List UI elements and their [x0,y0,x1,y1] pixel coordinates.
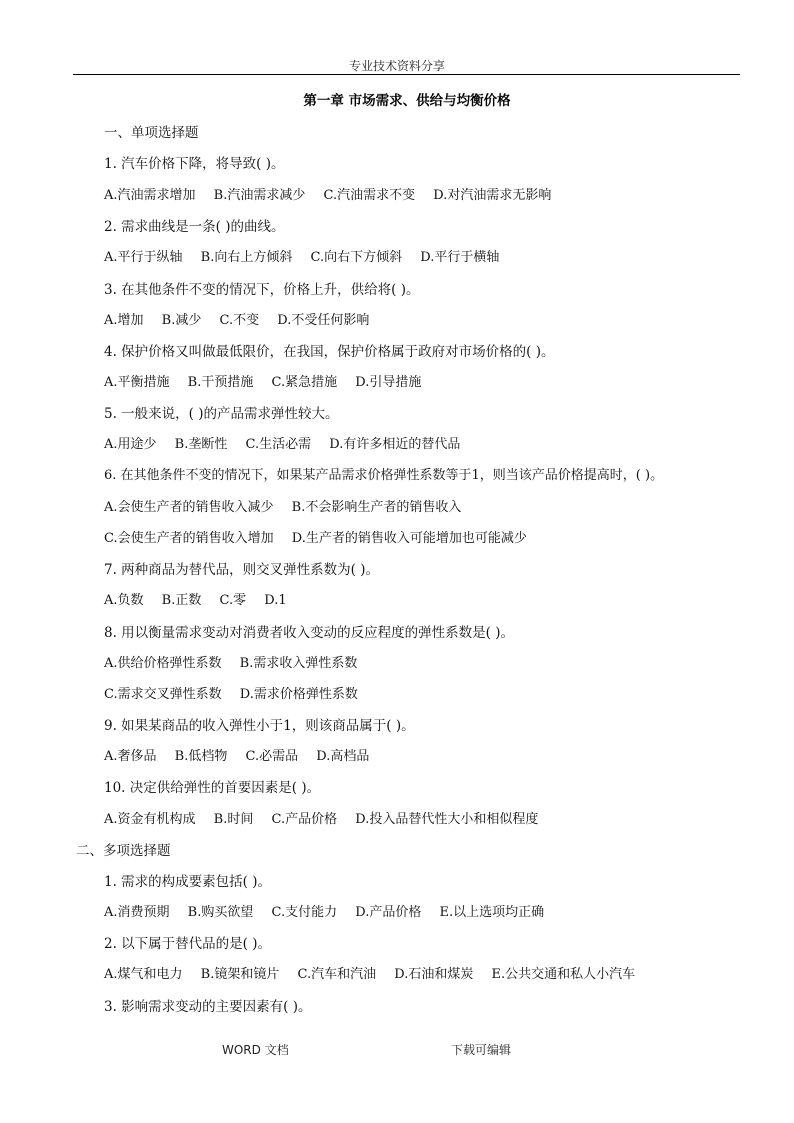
multi-option-2a: A.煤气和电力 [104,967,183,982]
option-4c: C.紧急措施 [271,375,338,390]
question-3: 3. 在其他条件不变的情况下，价格上升，供给将( )。 [104,282,420,298]
option-10a: A.资金有机构成 [104,812,196,827]
option-5b: B.垄断性 [174,437,228,452]
option-4b: B.干预措施 [187,375,254,390]
option-8a: A.供给价格弹性系数 [104,656,222,671]
option-7a: A.负数 [104,593,144,608]
option-2b: B.向右上方倾斜 [200,250,293,265]
options-9 [104,748,383,766]
option-7c: C.零 [219,593,247,608]
multi-option-2d: D.石油和煤炭 [394,967,474,982]
option-8d: D.需求价格弹性系数 [239,687,358,702]
question-4: 4. 保护价格又叫做最低限价，在我国，保护价格属于政府对市场价格的( )。 [104,344,555,360]
multi-option-2e: E.公共交通和私人小汽车 [491,967,636,982]
option-8c: C.需求交叉弹性系数 [104,687,222,702]
section-heading-single: 一、单项选择题 [104,125,199,141]
options-6-row-1 [104,499,475,517]
multi-options-2 [104,966,649,984]
option-1d: D.对汽油需求无影响 [433,188,552,203]
multi-option-1e: E.以上选项均正确 [439,905,545,920]
option-9a: A.奢侈品 [104,749,157,764]
option-1a: A.汽油需求增加 [104,188,196,203]
option-3b: B.减少 [161,313,202,328]
option-6b: B.不会影响生产者的销售收入 [291,500,462,515]
options-6-row-2 [104,530,541,548]
question-7: 7. 两种商品为替代品，则交叉弹性系数为( )。 [104,562,379,578]
options-10 [104,811,552,829]
footer-left-text: WORD 文档 [222,1043,289,1057]
option-1c: C.汽油需求不变 [323,188,416,203]
option-6c: C.会使生产者的销售收入增加 [104,531,274,546]
option-3d: D.不受任何影响 [277,313,370,328]
options-7 [104,592,301,610]
option-2a: A.平行于纵轴 [104,250,183,265]
option-4d: D.引导措施 [355,375,422,390]
option-10d: D.投入品替代性大小和相似程度 [355,812,539,827]
question-1: 1. 汽车价格下降，将导致( )。 [104,156,285,172]
multi-option-1b: B.购买欲望 [187,905,254,920]
multi-option-2c: C.汽车和汽油 [297,967,377,982]
multi-question-3: 3. 影响需求变动的主要因素有( )。 [104,999,312,1015]
option-2c: C.向右下方倾斜 [310,250,403,265]
question-9: 9. 如果某商品的收入弹性小于1，则该商品属于( )。 [104,718,415,734]
option-9c: C.必需品 [245,749,299,764]
multi-question-2: 2. 以下属于替代品的是( )。 [104,936,271,952]
option-7b: B.正数 [161,593,202,608]
option-1b: B.汽油需求减少 [213,188,306,203]
multi-option-1c: C.支付能力 [271,905,338,920]
question-6: 6. 在其他条件不变的情况下，如果某产品需求价格弹性系数等于1，则当该产品价格提高时，( )。 [104,468,664,483]
section-heading-multi: 二、多项选择题 [76,843,171,859]
options-4 [104,374,435,392]
option-5d: D.有许多相近的替代品 [329,437,461,452]
chapter-title: 第一章 市场需求、供给与均衡价格 [303,93,511,109]
options-5 [104,436,474,454]
multi-options-1 [104,904,558,922]
options-1 [104,187,565,205]
options-8-row-2 [104,686,372,704]
question-5: 5. 一般来说，( )的产品需求弹性较大。 [104,406,339,422]
multi-option-2b: B.镜架和镜片 [200,967,280,982]
multi-option-1a: A.消费预期 [104,905,170,920]
question-10: 10. 决定供给弹性的首要因素是( )。 [104,780,321,796]
option-9b: B.低档物 [174,749,228,764]
options-3 [104,312,383,330]
option-6d: D.生产者的销售收入可能增加也可能减少 [291,531,527,546]
option-10c: C.产品价格 [271,812,338,827]
option-8b: B.需求收入弹性系数 [239,656,358,671]
option-10b: B.时间 [213,812,254,827]
header-divider [73,74,740,75]
option-6a: A.会使生产者的销售收入减少 [104,500,274,515]
options-8-row-1 [104,655,371,673]
option-4a: A.平衡措施 [104,375,170,390]
page-header: 专业技术资料分享 [348,59,445,73]
option-2d: D.平行于横轴 [420,250,500,265]
question-8: 8. 用以衡量需求变动对消费者收入变动的反应程度的弹性系数是( )。 [104,625,514,641]
question-2: 2. 需求曲线是一条( )的曲线。 [104,219,285,235]
option-9d: D.高档品 [316,749,370,764]
option-5a: A.用途少 [104,437,157,452]
option-3a: A.增加 [104,313,144,328]
footer-right-text: 下载可编辑 [451,1043,512,1057]
option-5c: C.生活必需 [245,437,312,452]
multi-option-1d: D.产品价格 [355,905,422,920]
options-2 [104,249,513,267]
multi-question-1: 1. 需求的构成要素包括( )。 [104,874,271,890]
option-3c: C.不变 [219,313,260,328]
option-7d: D.1 [264,593,287,608]
